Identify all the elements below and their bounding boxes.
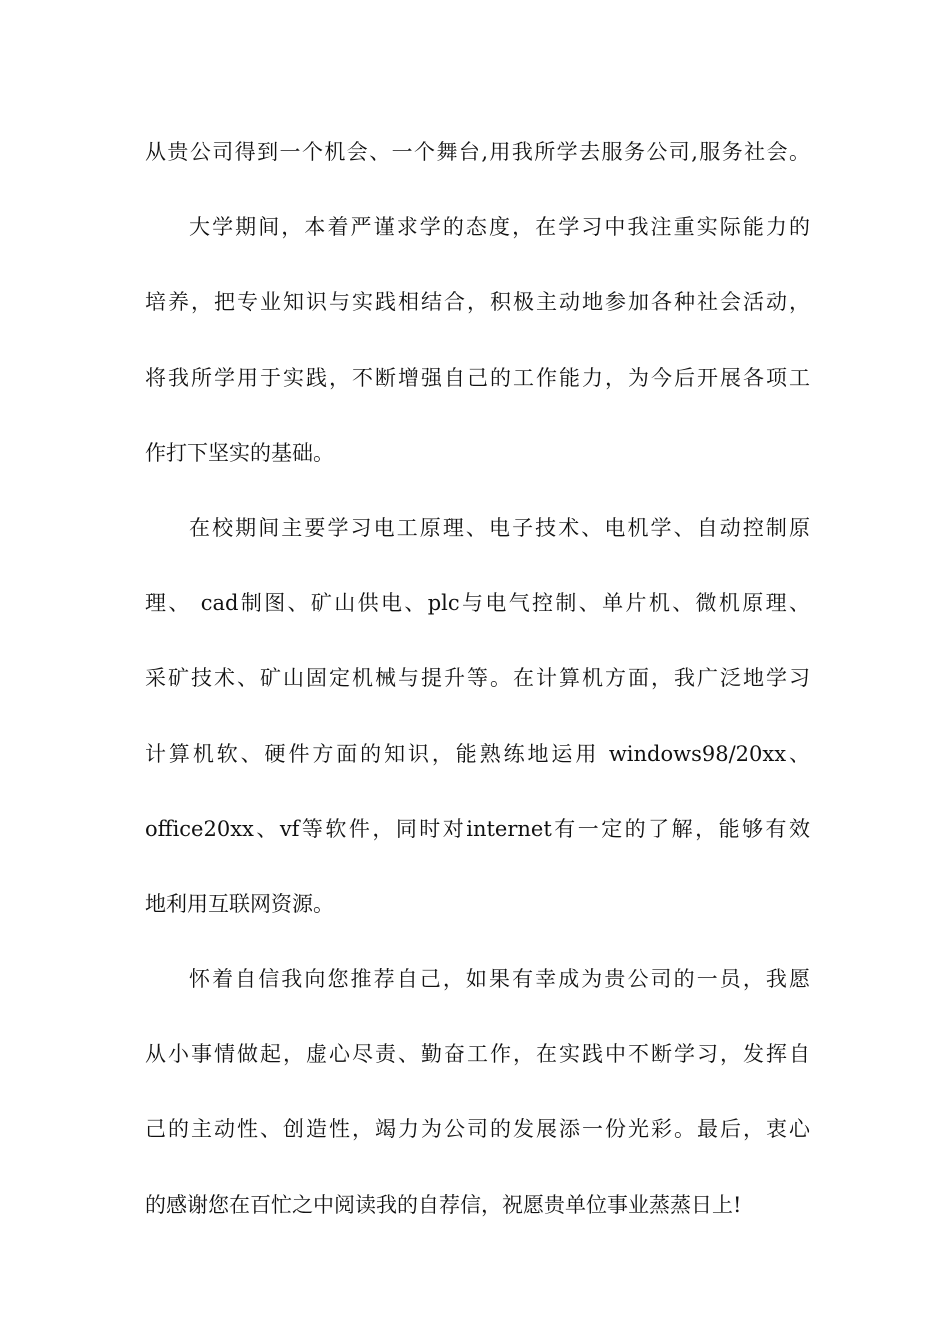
text-line: 理、 cad制图、矿山供电、plc与电气控制、单片机、微机原理、 [145, 591, 810, 616]
text-line: 从小事情做起，虚心尽责、勤奋工作，在实践中不断学习，发挥自 [145, 1042, 810, 1067]
text-line: 培养，把专业知识与实践相结合，积极主动地参加各种社会活动， [145, 290, 810, 315]
text-line: 计算机软、硬件方面的知识，能熟练地运用 windows98/20xx、 [145, 741, 810, 766]
text-line: 采矿技术、矿山固定机械与提升等。在计算机方面，我广泛地学习 [145, 666, 810, 691]
text-line: 作打下坚实的基础。 [145, 440, 334, 465]
text-line: 大学期间，本着严谨求学的态度，在学习中我注重实际能力的 [189, 215, 810, 240]
text-line: 将我所学用于实践，不断增强自己的工作能力，为今后开展各项工 [145, 365, 810, 390]
text-line: 怀着自信我向您推荐自己，如果有幸成为贵公司的一员，我愿 [189, 967, 810, 992]
text-line: 的感谢您在百忙之中阅读我的自荐信，祝愿贵单位事业蒸蒸日上! [145, 1192, 742, 1217]
text-line: 己的主动性、创造性，竭力为公司的发展添一份光彩。最后，衷心 [145, 1117, 810, 1142]
text-line: 在校期间主要学习电工原理、电子技术、电机学、自动控制原 [189, 515, 810, 540]
text-line: 地利用互联网资源。 [145, 891, 334, 916]
letter-body [145, 128, 810, 1256]
text-line: 从贵公司得到一个机会、一个舞台,用我所学去服务公司,服务社会。 [145, 140, 810, 164]
text-line: office20xx、vf等软件，同时对internet有一定的了解，能够有效 [145, 816, 810, 841]
